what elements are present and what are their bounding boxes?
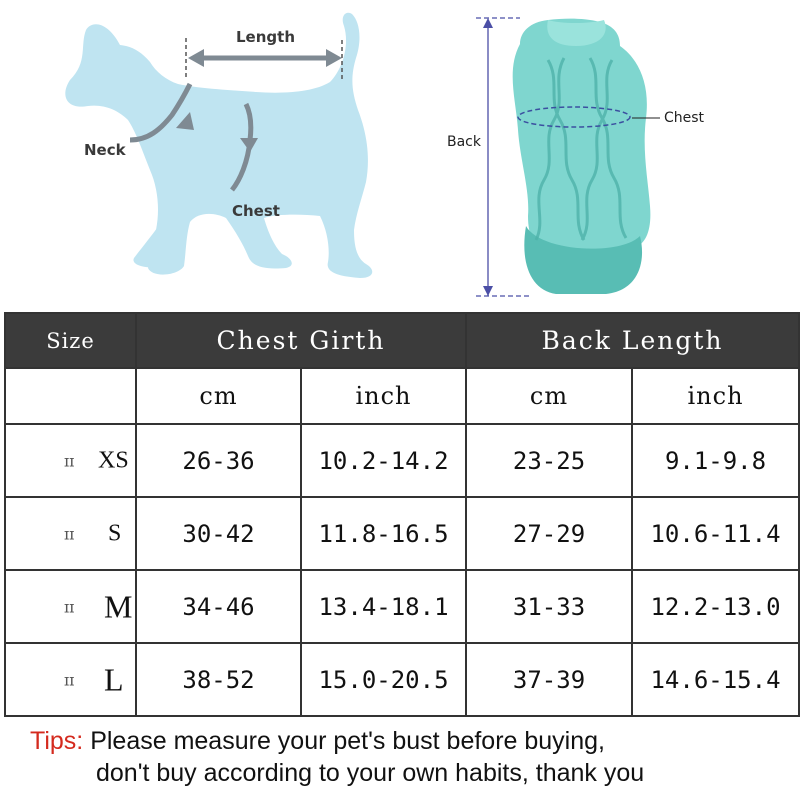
size-cell [5, 497, 136, 570]
tips-note [30, 725, 790, 789]
chest-cm-cell: 38-52 [136, 643, 301, 716]
chest-cm-cell: 30-42 [136, 497, 301, 570]
table-row [5, 643, 799, 716]
size-glyph: ɪɪ [64, 597, 75, 616]
back-inch-cell: 10.6-11.4 [632, 497, 799, 570]
table-row [5, 570, 799, 643]
size-cell [5, 570, 136, 643]
dog-neck-label: Neck [84, 141, 126, 159]
chest-cm-cell: 26-36 [136, 424, 301, 497]
table-header-row [5, 313, 799, 368]
sweater-image [513, 19, 651, 294]
size-glyph: ɪɪ [64, 524, 75, 543]
dog-length-label: Length [236, 28, 295, 46]
unit-chest-inch: inch [301, 368, 466, 424]
table-row [5, 497, 799, 570]
table-row [5, 424, 799, 497]
tips-label: Tips: [30, 727, 84, 755]
back-cm-cell: 37-39 [466, 643, 632, 716]
back-inch-cell: 14.6-15.4 [632, 643, 799, 716]
chest-cm-cell: 34-46 [136, 570, 301, 643]
tips-line-2: don't buy according to your own habits, thank you [96, 759, 645, 787]
chest-inch-cell: 11.8-16.5 [301, 497, 466, 570]
chest-inch-cell: 15.0-20.5 [301, 643, 466, 716]
back-cm-cell: 23-25 [466, 424, 632, 497]
unit-blank-cell [5, 368, 136, 424]
size-glyph: ɪɪ [64, 451, 75, 470]
sweater-back-label: Back [447, 134, 481, 150]
length-arrow [188, 49, 342, 67]
back-inch-cell: 12.2-13.0 [632, 570, 799, 643]
dog-chest-label: Chest [232, 202, 280, 220]
size-name: L [104, 661, 124, 697]
back-cm-cell: 27-29 [466, 497, 632, 570]
header-size: Size [5, 313, 136, 368]
back-inch-cell: 9.1-9.8 [632, 424, 799, 497]
back-cm-cell: 31-33 [466, 570, 632, 643]
unit-chest-cm: cm [136, 368, 301, 424]
size-name: M [104, 588, 133, 624]
size-cell [5, 424, 136, 497]
unit-back-inch: inch [632, 368, 799, 424]
measurement-illustration [0, 0, 800, 305]
tips-line-1: Please measure your pet's bust before buying, [83, 727, 605, 755]
size-glyph: ɪɪ [64, 670, 75, 689]
chest-inch-cell: 10.2-14.2 [301, 424, 466, 497]
size-name: S [108, 520, 122, 546]
size-cell [5, 643, 136, 716]
sweater-chest-label: Chest [664, 110, 705, 126]
size-chart-table [4, 312, 800, 717]
size-name: XS [98, 447, 129, 473]
chest-inch-cell: 13.4-18.1 [301, 570, 466, 643]
header-chest-girth: Chest Girth [136, 313, 466, 368]
table-unit-row [5, 368, 799, 424]
unit-back-cm: cm [466, 368, 632, 424]
header-back-length: Back Length [466, 313, 799, 368]
